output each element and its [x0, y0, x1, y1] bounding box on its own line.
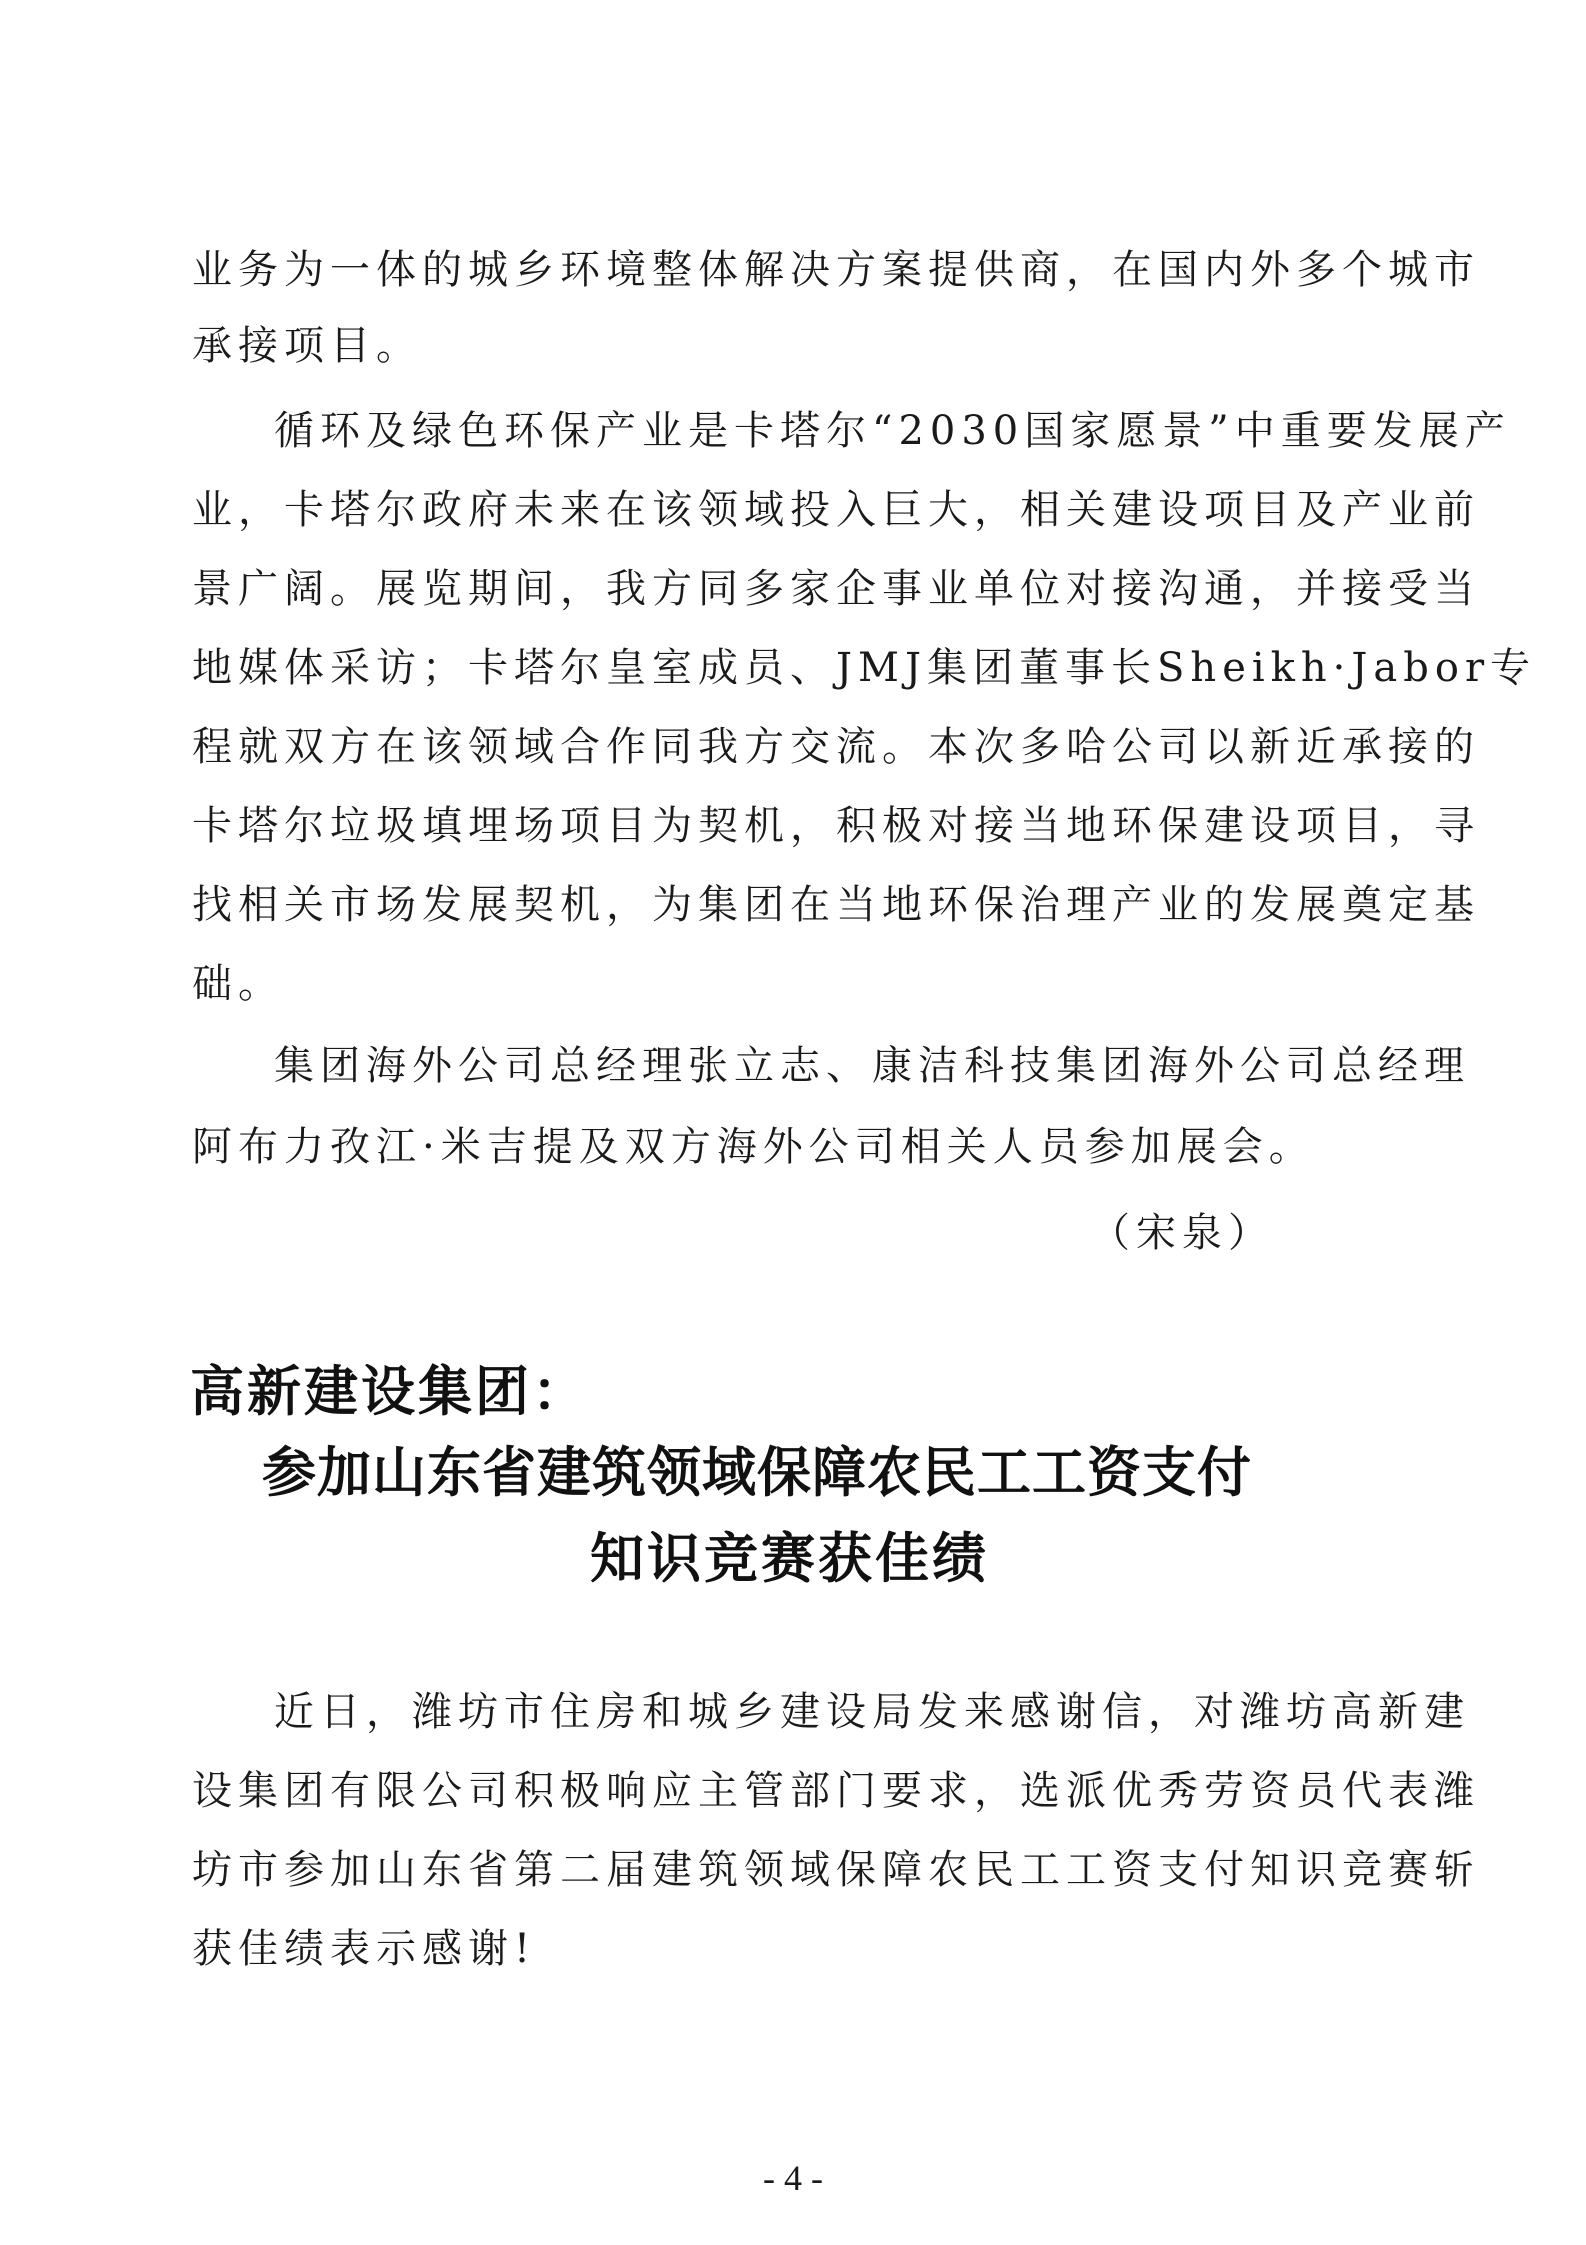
- paragraph-line: 承接项目。: [192, 323, 422, 369]
- article-title-line-2: 参加山东省建筑领域保障农民工工资支付: [262, 1440, 1252, 1504]
- paragraph-line: 找相关市场发展契机，为集团在当地环保治理产业的发展奠定基: [192, 882, 1480, 928]
- paragraph-line: 循环及绿色环保产业是卡塔尔“2030国家愿景”中重要发展产: [274, 408, 1511, 454]
- article-title-line-1: 高新建设集团：: [190, 1359, 589, 1423]
- paragraph-line: 卡塔尔垃圾填埋场项目为契机，积极对接当地环保建设项目，寻: [192, 803, 1480, 849]
- paragraph-line: 坊市参加山东省第二届建筑领域保障农民工工资支付知识竞赛斩: [192, 1847, 1480, 1893]
- paragraph-line: 景广阔。展览期间，我方同多家企事业单位对接沟通，并接受当: [192, 566, 1480, 612]
- author-signature: （宋泉）: [1090, 1210, 1274, 1256]
- paragraph-line: 地媒体采访；卡塔尔皇室成员、JMJ集团董事长Sheikh·Jabor专: [192, 645, 1537, 691]
- paragraph-line: 获佳绩表示感谢!: [192, 1926, 537, 1972]
- paragraph-line: 设集团有限公司积极响应主管部门要求，选派优秀劳资员代表潍: [192, 1768, 1480, 1814]
- article-title-line-3: 知识竞赛获佳绩: [590, 1526, 989, 1590]
- paragraph-line: 近日，潍坊市住房和城乡建设局发来感谢信，对潍坊高新建: [274, 1689, 1470, 1735]
- paragraph-line: 集团海外公司总经理张立志、康洁科技集团海外公司总经理: [274, 1043, 1470, 1089]
- page-number: - 4 -: [763, 2158, 823, 2198]
- paragraph-line: 业，卡塔尔政府未来在该领域投入巨大，相关建设项目及产业前: [192, 487, 1480, 533]
- paragraph-line: 础。: [192, 961, 284, 1007]
- paragraph-line: 阿布力孜江·米吉提及双方海外公司相关人员参加展会。: [192, 1124, 1315, 1170]
- paragraph-line: 业务为一体的城乡环境整体解决方案提供商，在国内外多个城市: [192, 247, 1480, 293]
- paragraph-line: 程就双方在该领域合作同我方交流。本次多哈公司以新近承接的: [192, 724, 1480, 770]
